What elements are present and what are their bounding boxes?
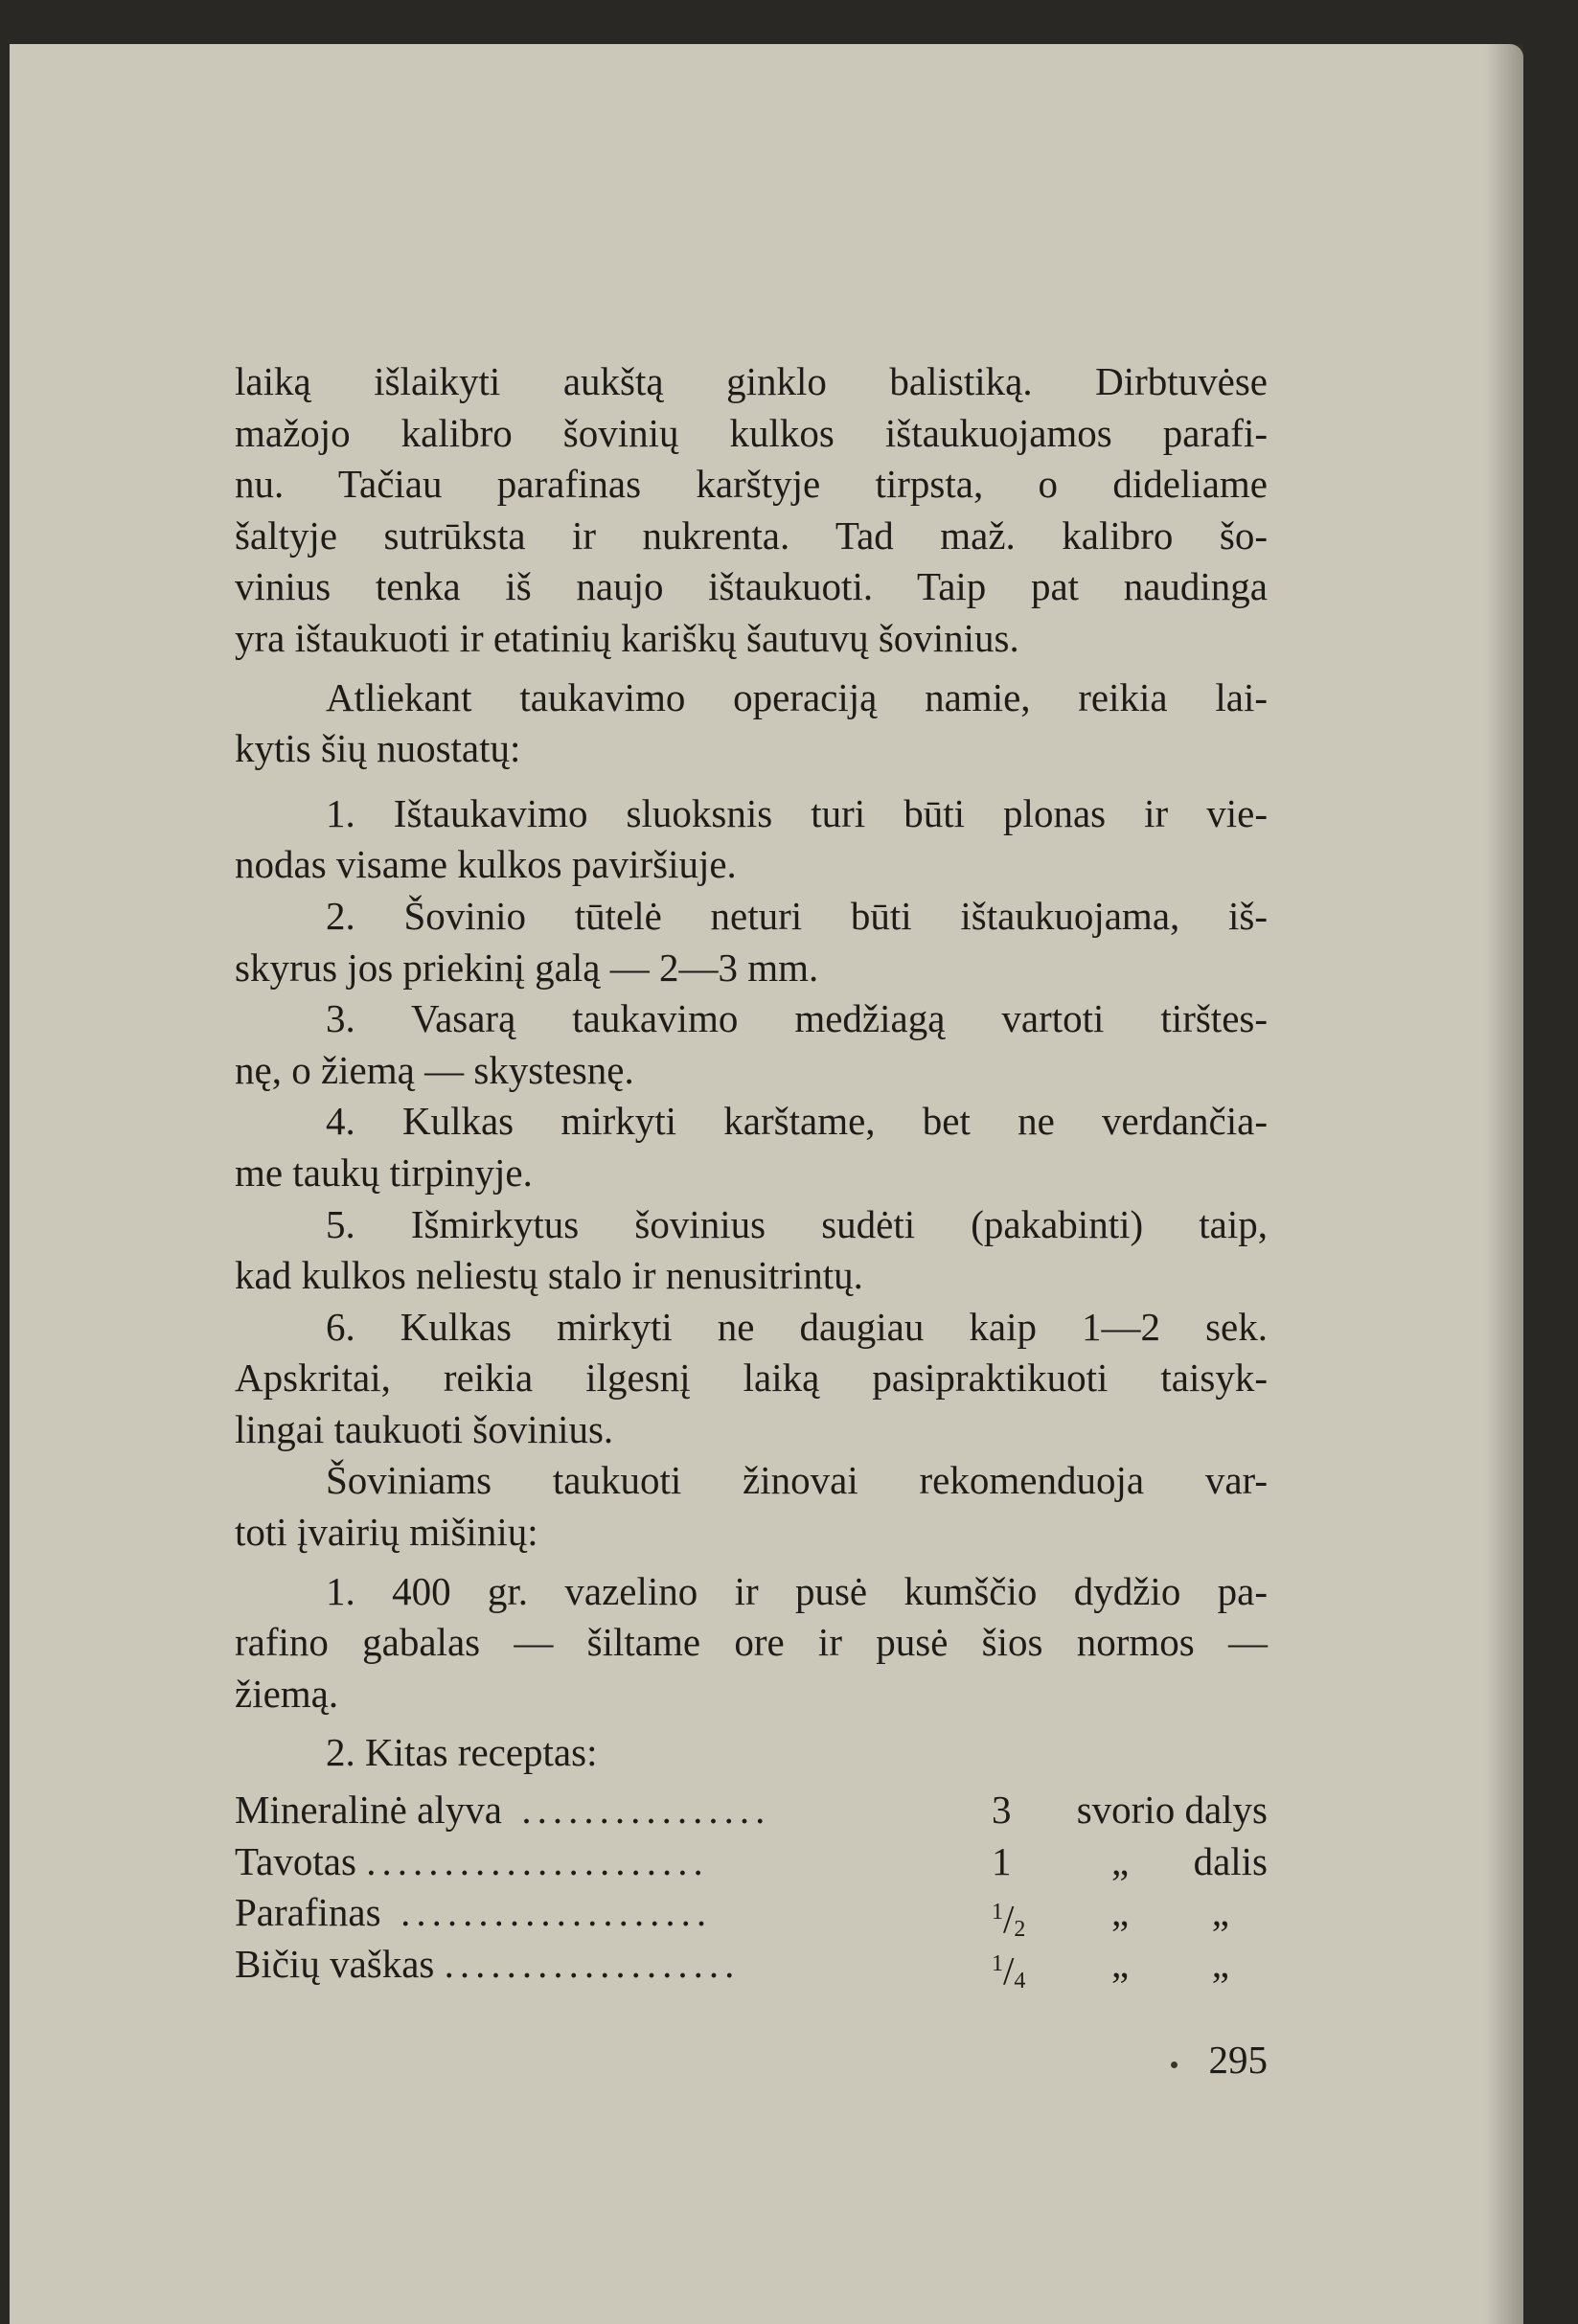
text-line: 2. Kitas receptas:	[326, 1730, 598, 1775]
recipe-row	[235, 1836, 1268, 1888]
ink-dot	[1171, 2062, 1178, 2068]
ingredient-unit: svorio dalys	[1076, 1788, 1268, 1833]
page-text	[235, 356, 1268, 1994]
text-line: 1. Ištaukavimo sluoksnis turi būti plonas ir vie-	[326, 790, 1268, 835]
fraction-denominator: 2	[1014, 1917, 1026, 1943]
text-line: vinius tenka iš naujo ištaukuoti. Taip pat naudinga	[235, 564, 1268, 609]
text-line: laiką išlaikyti aukštą ginklo balistiką. Dirbtuvėse	[235, 359, 1268, 403]
ingredient-qty: $^1/_2$	[992, 1897, 1026, 1943]
text-line: toti įvairių mišinių:	[235, 1510, 538, 1555]
ingredient-label: Mineralinė alyva	[235, 1788, 502, 1833]
text-line: 2. Šovinio tūtelė neturi būti ištaukuojama, iš-	[326, 893, 1268, 938]
recipe-row	[235, 1785, 1268, 1836]
paragraph	[235, 1353, 1268, 1455]
ditto-mark: „	[1211, 1890, 1229, 1935]
page-number: 295	[1208, 2038, 1268, 2082]
ingredient-qty: 1	[992, 1838, 1012, 1883]
paragraph	[235, 672, 1268, 775]
ingredient-name	[235, 1836, 709, 1888]
text-line: mažojo kalibro šovinių kulkos ištaukuojamos parafi-	[235, 410, 1268, 455]
text-line: kytis šių nuostatų:	[235, 726, 521, 771]
text-line: 3. Vasarą taukavimo medžiagą vartoti tirštes-	[326, 996, 1268, 1041]
text-line: skyrus jos priekinį galą — 2—3 mm.	[235, 945, 819, 990]
ingredient-name	[235, 1887, 712, 1939]
list-item	[235, 1566, 1268, 1720]
ditto-mark: „	[1111, 1890, 1130, 1935]
list-item	[235, 891, 1268, 993]
text-line: me taukų tirpinyje.	[235, 1150, 533, 1195]
list-item	[235, 788, 1268, 891]
leader-dots: ...................	[444, 1941, 741, 1986]
leader-dots: ......................	[366, 1838, 709, 1883]
text-line: rafino gabalas — šiltame ore ir pusė šios normos —	[235, 1620, 1268, 1665]
leader-dots: ....................	[400, 1890, 713, 1935]
ingredient-name	[235, 1785, 770, 1836]
fraction-denominator: 4	[1014, 1968, 1026, 1994]
ingredient-name	[235, 1939, 740, 1991]
ingredient-qty: $^1/_4$	[992, 1948, 1026, 1994]
text-line: 4. Kulkas mirkyti karštame, bet ne verdančia-	[326, 1099, 1268, 1144]
text-line: šaltyje sutrūksta ir nukrenta. Tad maž. kalibro šo-	[235, 513, 1268, 558]
text-line: yra ištaukuoti ir etatinių kariškų šautuvų šovinius.	[235, 615, 1019, 660]
ingredient-qty: 3	[992, 1788, 1012, 1833]
leader-dots: ................	[521, 1788, 771, 1833]
text-line: 6. Kulkas mirkyti ne daugiau kaip 1—2 sek.	[326, 1304, 1268, 1349]
ingredient-label: Parafinas	[235, 1890, 381, 1935]
text-line: nę, o žiemą — skystesnę.	[235, 1047, 634, 1092]
text-line: 5. Išmirkytus šovinius sudėti (pakabinti) taip,	[326, 1201, 1268, 1246]
ditto-mark: „	[1111, 1838, 1130, 1883]
text-line: Atliekant taukavimo operaciją namie, reikia lai-	[326, 674, 1268, 719]
ingredient-unit: dalis	[1193, 1838, 1268, 1883]
ingredient-label: Bičių vaškas	[235, 1941, 435, 1986]
ingredient-label: Tavotas	[235, 1838, 356, 1883]
recipe-table	[235, 1785, 1268, 1994]
list-item	[235, 1727, 1268, 1779]
text-line: nu. Tačiau parafinas karštyje tirpsta, o dideliame	[235, 462, 1268, 507]
recipe-row	[235, 1887, 1268, 1943]
recipe-row	[235, 1939, 1268, 1994]
ditto-mark: „	[1111, 1941, 1130, 1986]
text-line: lingai taukuoti šovinius.	[235, 1406, 614, 1451]
text-line: kad kulkos neliestų stalo ir nenusitrintų.	[235, 1253, 863, 1298]
text-line: nodas visame kulkos paviršiuje.	[235, 842, 737, 887]
paragraph	[235, 1455, 1268, 1558]
ditto-mark: „	[1211, 1941, 1229, 1986]
list-item	[235, 1302, 1268, 1354]
text-line: 1. 400 gr. vazelino ir pusė kumščio dydžio pa-	[326, 1568, 1268, 1613]
text-line: Šoviniams taukuoti žinovai rekomenduoja var-	[326, 1458, 1268, 1503]
text-line: žiemą.	[235, 1671, 339, 1716]
fraction-numerator: 1	[992, 1900, 1003, 1925]
text-line: Apskritai, reikia ilgesnį laiką pasipraktikuoti taisyk-	[235, 1356, 1268, 1401]
fraction-numerator: 1	[992, 1950, 1003, 1976]
list-item	[235, 993, 1268, 1096]
book-page	[10, 44, 1523, 2324]
paragraph	[235, 356, 1268, 665]
list-item	[235, 1199, 1268, 1302]
list-item	[235, 1096, 1268, 1198]
